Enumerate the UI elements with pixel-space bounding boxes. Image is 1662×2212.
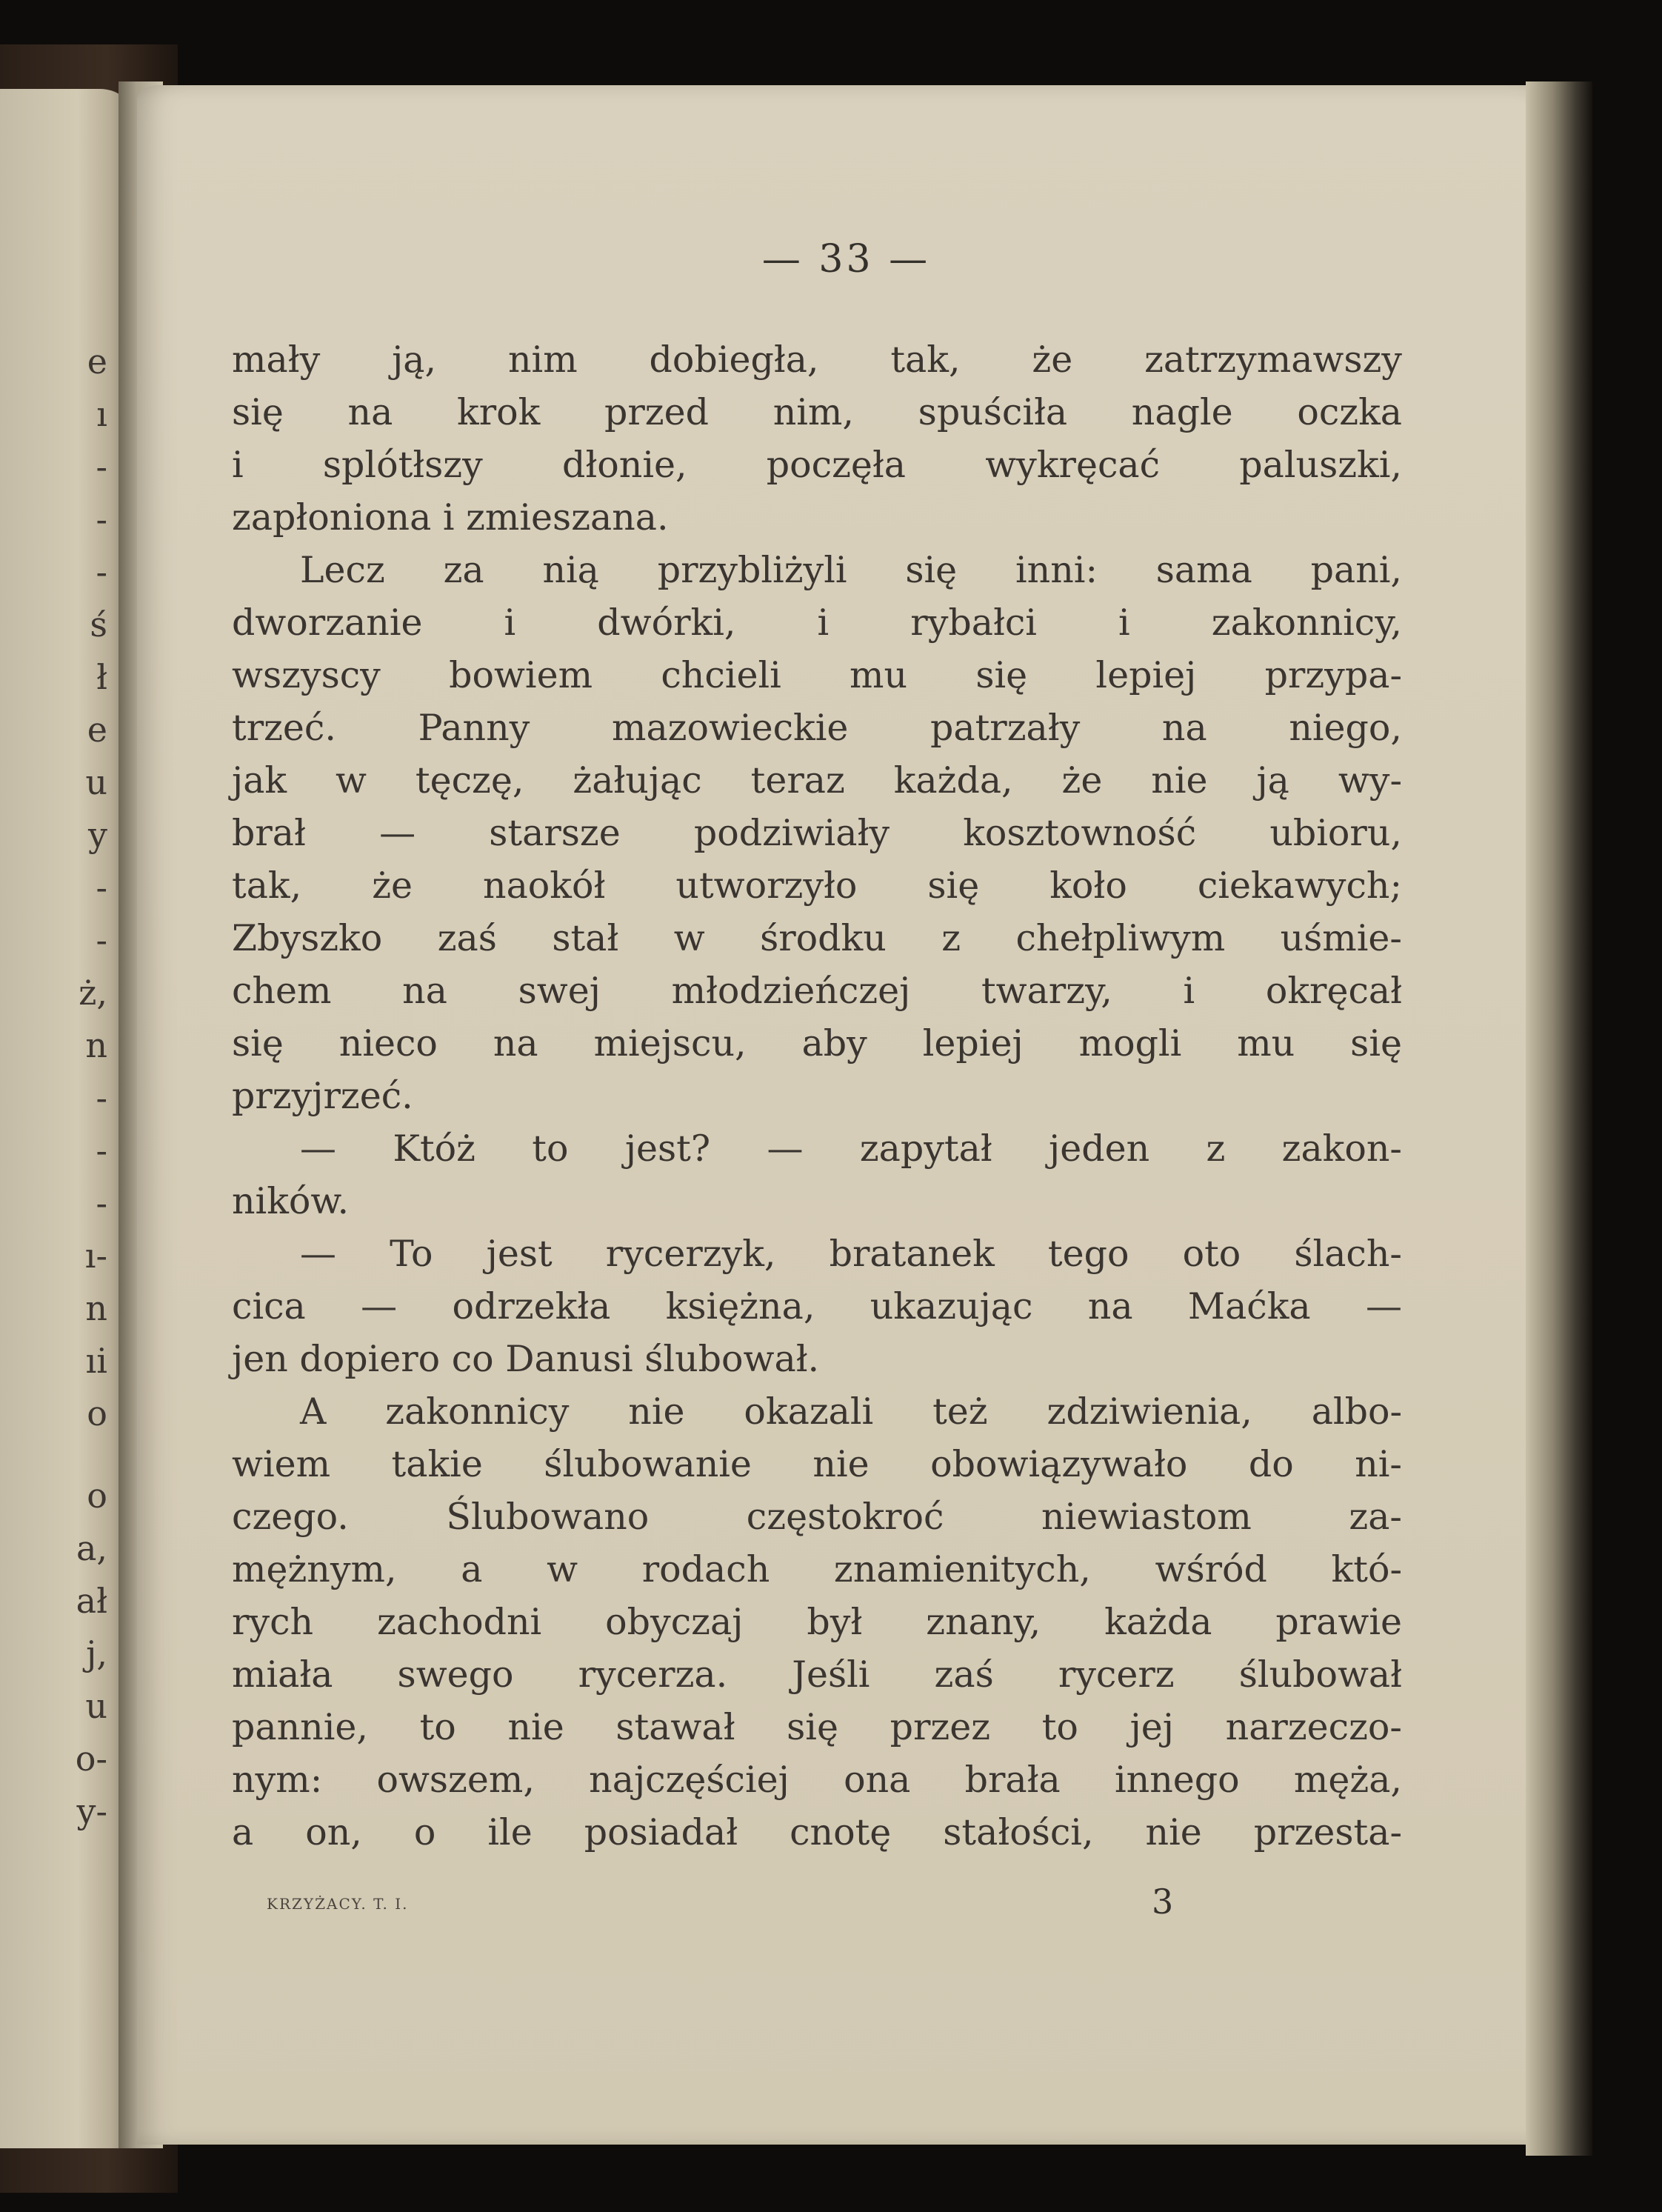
left-page-fragment: o — [87, 1476, 107, 1516]
text-line: cica — odrzekła księżna, ukazując na Maćka — — [232, 1285, 1402, 1327]
left-page-fragment: ıi — [85, 1341, 107, 1381]
text-line: jak w tęczę, żałując teraz każda, że nie ją wy- — [232, 759, 1402, 802]
left-page-fragment: - — [96, 1130, 107, 1170]
text-line: mały ją, nim dobiegła, tak, że zatrzymawszy — [232, 339, 1402, 381]
left-page-fragment: - — [96, 867, 107, 907]
left-page-fragment: u — [85, 762, 107, 802]
text-line: i splótłszy dłonie, poczęła wykręcać paluszki, — [232, 444, 1402, 486]
left-page-fragment: j, — [86, 1633, 107, 1673]
text-line: A zakonnicy nie okazali też zdziwienia, albo- — [300, 1390, 1402, 1433]
text-line: chem na swej młodzieńczej twarzy, i okręcał — [232, 970, 1402, 1012]
printer-signature: KRZYŻACY. T. I. — [267, 1895, 409, 1913]
text-line: się na krok przed nim, spuściła nagle oczka — [232, 391, 1402, 433]
text-line: miała swego rycerza. Jeśli zaś rycerz ślubował — [232, 1653, 1402, 1696]
text-line: rych zachodni obyczaj był znany, każda prawie — [232, 1601, 1402, 1643]
left-page-fragment: ś — [90, 604, 107, 644]
page-number-header: — 33 — — [761, 237, 931, 282]
text-line: jen dopiero co Danusi ślubował. — [232, 1338, 820, 1380]
text-line: przyjrzeć. — [232, 1075, 413, 1117]
left-page-fragment: - — [96, 552, 107, 592]
page-edge-shadow — [1526, 81, 1592, 2156]
text-line: dworzanie i dwórki, i rybałci i zakonnicy, — [232, 602, 1402, 644]
left-page-fragment: - — [96, 447, 107, 487]
text-line: się nieco na miejscu, aby lepiej mogli mu się — [232, 1022, 1402, 1065]
text-line: wszyscy bowiem chcieli mu się lepiej przypa- — [232, 654, 1402, 696]
left-page-fragment: ż, — [79, 973, 107, 1013]
text-line: trzeć. Panny mazowieckie patrzały na niego, — [232, 707, 1402, 749]
left-page-fragment: ı- — [84, 1236, 107, 1276]
text-line: pannie, to nie stawał się przez to jej narzeczo- — [232, 1706, 1402, 1748]
left-page-fragment: y — [88, 815, 107, 855]
page-text — [232, 333, 1402, 1859]
text-line: tak, że naokół utworzyło się koło ciekawych; — [232, 865, 1402, 907]
left-page-fragment: - — [96, 1183, 107, 1223]
left-page-fragment: y- — [76, 1791, 107, 1831]
left-page — [0, 89, 130, 2148]
text-line: brał — starsze podziwiały kosztowność ubioru, — [232, 812, 1402, 854]
left-page-fragment: - — [96, 1078, 107, 1118]
left-page-fragment: ł — [96, 657, 107, 697]
left-page-fragment: e — [87, 710, 107, 750]
left-page-fragment: e — [87, 342, 107, 382]
signature-number: 3 — [1152, 1882, 1174, 1922]
text-line: Lecz za nią przybliżyli się inni: sama pani, — [300, 549, 1402, 591]
left-page-fragment: a, — [76, 1528, 107, 1568]
text-line: mężnym, a w rodach znamienitych, wśród któ- — [232, 1548, 1402, 1590]
text-line: zapłoniona i zmieszana. — [232, 496, 669, 539]
left-page-fragment: u — [85, 1686, 107, 1726]
left-page-fragment: n — [85, 1288, 107, 1328]
left-page-fragment: - — [96, 920, 107, 960]
text-line: nym: owszem, najczęściej ona brała innego męża, — [232, 1759, 1402, 1801]
text-line: Zbyszko zaś stał w środku z chełpliwym uśmie- — [232, 917, 1402, 959]
text-line: ników. — [232, 1180, 350, 1222]
left-page-fragment: - — [96, 499, 107, 539]
text-line: czego. Ślubowano częstokroć niewiastom za- — [232, 1496, 1402, 1538]
text-line: wiem takie ślubowanie nie obowiązywało do ni- — [232, 1443, 1402, 1485]
text-line: — Któż to jest? — zapytał jeden z zakon- — [300, 1127, 1402, 1170]
left-page-fragment: o — [87, 1393, 107, 1433]
left-page-fragment: ı — [96, 394, 107, 434]
left-page-fragment: o- — [75, 1739, 107, 1779]
right-page — [137, 85, 1555, 2145]
left-page-fragment: ał — [76, 1581, 107, 1621]
text-line: a on, o ile posiadał cnotę stałości, nie przesta- — [232, 1811, 1402, 1853]
text-line: — To jest rycerzyk, bratanek tego oto ślach- — [300, 1233, 1402, 1275]
left-page-fragment: n — [85, 1025, 107, 1065]
